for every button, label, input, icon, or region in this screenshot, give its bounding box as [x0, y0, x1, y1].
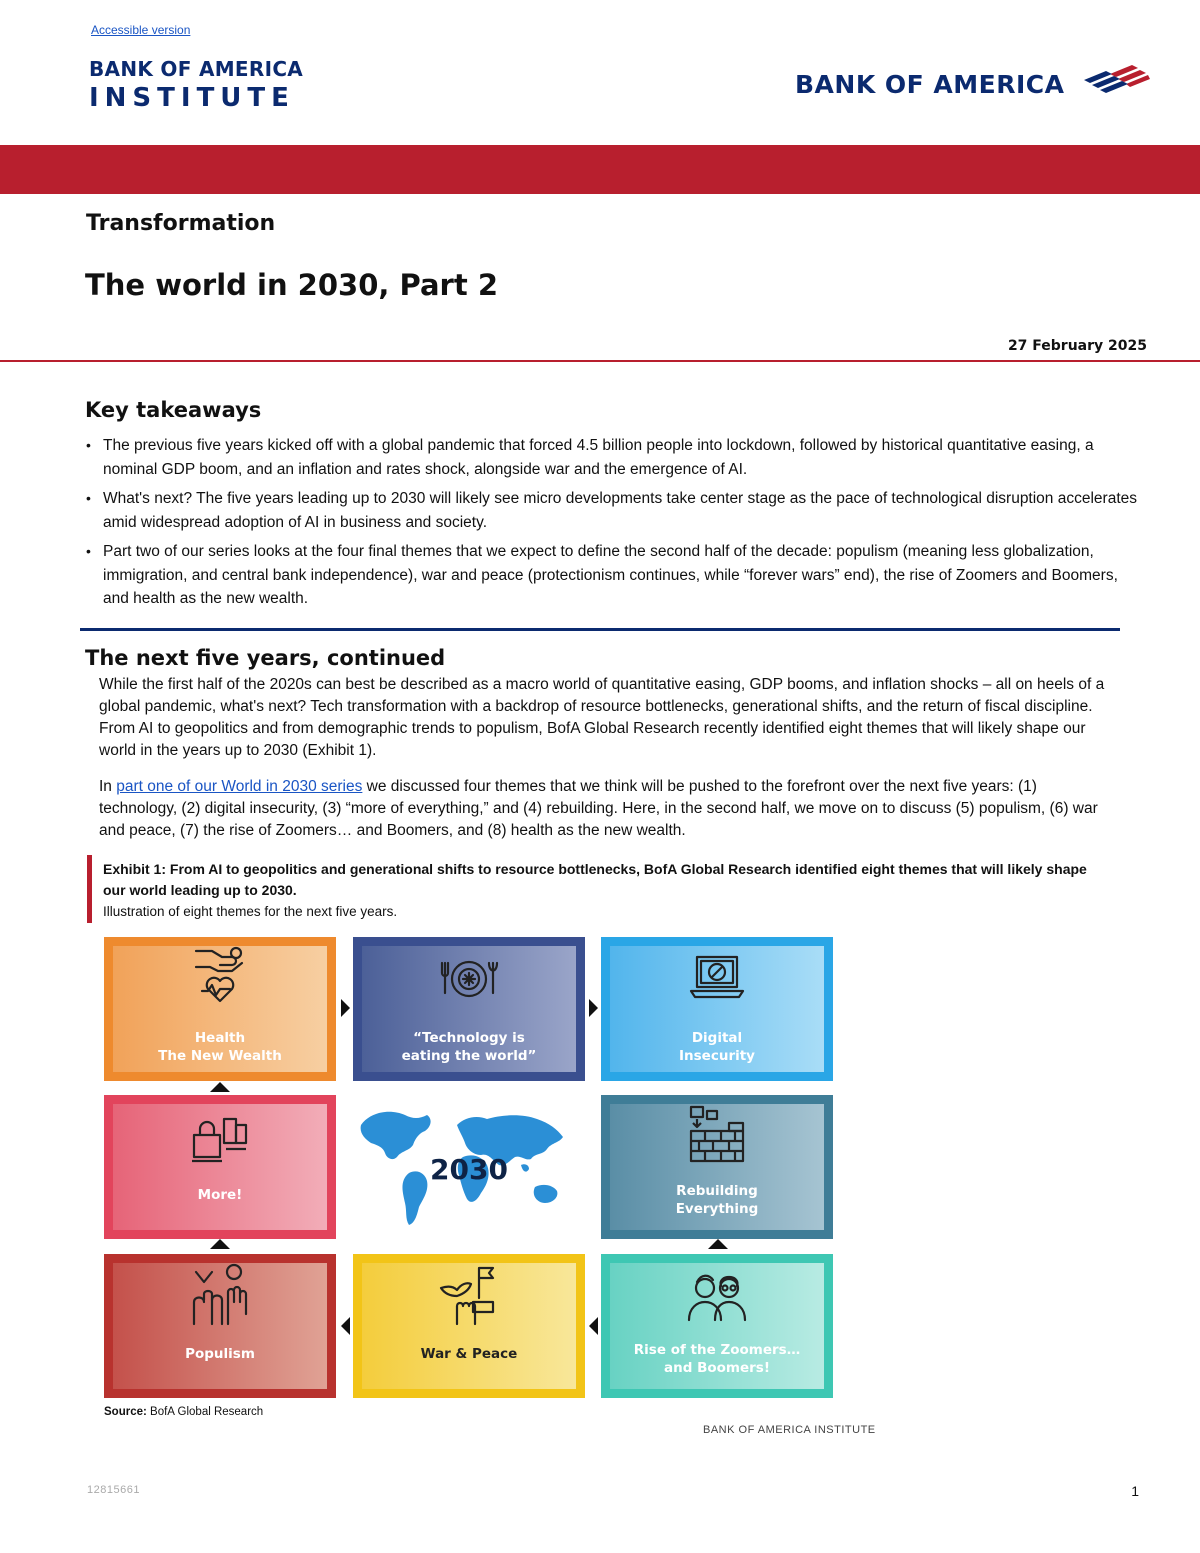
theme-label-line2: and Boomers!	[664, 1360, 770, 1376]
arrow-left-icon	[341, 1317, 350, 1335]
theme-label	[601, 1341, 833, 1377]
para2-rest: we discussed four themes that we think will be pushed to the forefront over the next five years: (1) technology, (2) digital insecurity, (3) “more of everything,” and (4) rebuilding. Here, in the second half, we move on to discuss (5) populism, (6) war and peace, (7) the rise of Zoomers… and Boomers, and (8) health as the new wealth.	[99, 778, 1098, 839]
theme-label-line1: Digital	[691, 1030, 743, 1046]
theme-tile-more	[104, 1095, 336, 1239]
title-divider	[0, 360, 1200, 362]
body-paragraph-2	[99, 776, 1119, 842]
theme-label	[104, 1186, 336, 1204]
theme-label-line2: The New Wealth	[158, 1048, 282, 1064]
section-divider	[80, 628, 1120, 631]
takeaway-item: • The previous five years kicked off with a global pandemic that forced 4.5 billion people into lockdown, followed by historical quantitative easing, a nominal GDP boom, and an inflation and rates shock, alongside war and the emergence of AI.	[103, 434, 1138, 481]
source-label: Source:	[104, 1406, 147, 1418]
arrow-up-icon	[708, 1239, 728, 1249]
locked-laptop-icon	[685, 943, 749, 1013]
center-year-label: 2030	[430, 1153, 508, 1186]
arrow-right-icon	[589, 999, 598, 1017]
theme-label	[104, 1029, 336, 1065]
brick-wall-icon	[685, 1101, 749, 1171]
theme-label	[601, 1182, 833, 1218]
key-takeaways-heading: Key takeaways	[85, 398, 262, 422]
bank-of-america-wordmark: BANK OF AMERICA	[795, 70, 1065, 99]
theme-label	[353, 1029, 585, 1065]
exhibit-accent-bar	[87, 855, 92, 923]
theme-label-line2: Insecurity	[679, 1048, 755, 1064]
hand-heart-icon	[188, 943, 252, 1013]
exhibit-credit: BANK OF AMERICA INSTITUTE	[703, 1424, 876, 1436]
theme-label-line1: “Technology is	[413, 1030, 525, 1046]
theme-tile-digital-insecurity	[601, 937, 833, 1081]
world-map	[353, 1095, 585, 1239]
accessible-version-link[interactable]: Accessible version	[91, 23, 191, 37]
theme-label-line2: eating the world”	[401, 1048, 537, 1064]
series-part-one-link[interactable]: part one of our World in 2030 series	[116, 778, 363, 795]
takeaway-item: • What's next? The five years leading up to 2030 will likely see micro developments take center stage as the pace of technological disruption accelerates amid widespread adoption of AI in business and society.	[103, 487, 1138, 534]
publish-date: 27 February 2025	[1007, 338, 1147, 354]
institute-logo-line2: INSTITUTE	[89, 83, 295, 113]
theme-tile-health	[104, 937, 336, 1081]
flag-icon	[1080, 64, 1152, 98]
theme-label-line1: Rise of the Zoomers…	[633, 1342, 801, 1358]
dove-fist-icon	[437, 1260, 501, 1330]
raised-fists-icon	[188, 1260, 252, 1330]
exhibit-source	[104, 1406, 263, 1418]
young-old-people-icon	[685, 1260, 749, 1330]
bank-of-america-logo	[795, 70, 1065, 102]
theme-tile-rebuilding	[601, 1095, 833, 1239]
page-title: The world in 2030, Part 2	[85, 268, 498, 302]
theme-label-line1: War & Peace	[420, 1346, 518, 1362]
institute-logo	[89, 57, 303, 113]
theme-label-line1: Populism	[185, 1346, 255, 1362]
key-takeaways-list	[85, 434, 1138, 617]
exhibit-subtitle: Illustration of eight themes for the next five years.	[103, 904, 398, 919]
theme-tile-technology	[353, 937, 585, 1081]
institute-logo-line1: BANK OF AMERICA	[89, 57, 304, 81]
para2-prefix: In	[99, 778, 117, 795]
world-map-icon	[353, 1095, 585, 1239]
header-red-band	[0, 145, 1200, 194]
theme-label-line2: Everything	[675, 1201, 759, 1217]
plate-fork-icon	[437, 943, 501, 1013]
page-number: 1	[1131, 1483, 1139, 1499]
theme-tile-zoomers-boomers	[601, 1254, 833, 1398]
shopping-bags-icon	[188, 1105, 252, 1175]
theme-label	[353, 1345, 585, 1363]
arrow-up-icon	[210, 1082, 230, 1092]
theme-label-line1: More!	[197, 1187, 243, 1203]
source-text: BofA Global Research	[150, 1406, 264, 1418]
theme-label	[601, 1029, 833, 1065]
theme-tile-populism	[104, 1254, 336, 1398]
theme-tile-war-peace	[353, 1254, 585, 1398]
arrow-left-icon	[589, 1317, 598, 1335]
arrow-right-icon	[341, 999, 350, 1017]
exhibit-title: Exhibit 1: From AI to geopolitics and generational shifts to resource bottlenecks, BofA Global Research identified eight themes that will likely shape our world leading up to 2030.	[103, 861, 1087, 898]
document-id: 12815661	[87, 1484, 140, 1496]
body-paragraph-1: While the first half of the 2020s can best be described as a macro world of quantitative easing, GDP booms, and inflation shocks – all on heels of a global pandemic, what's next? Tech transformation with a backdrop of resource bottlenecks, generational shifts, and the return of fiscal discipline. From AI to geopolitics and from demographic trends to populism, BofA Global Research recently identified eight themes that will likely shape our world in the years up to 2030 (Exhibit 1).	[99, 676, 1105, 759]
takeaway-item: • Part two of our series looks at the four final themes that we expect to define the second half of the decade: populism (meaning less globalization, immigration, and central bank independence), war and peace (protectionism continues, while “forever wars” end), the rise of Zoomers and Boomers, and health as the new wealth.	[103, 540, 1138, 611]
themes-diagram	[104, 937, 834, 1399]
theme-label	[104, 1345, 336, 1363]
theme-label-line1: Health	[194, 1030, 246, 1046]
theme-label-line1: Rebuilding	[676, 1183, 758, 1199]
section-label: Transformation	[86, 211, 276, 236]
next-five-heading: The next five years, continued	[85, 646, 446, 670]
arrow-up-icon	[210, 1239, 230, 1249]
